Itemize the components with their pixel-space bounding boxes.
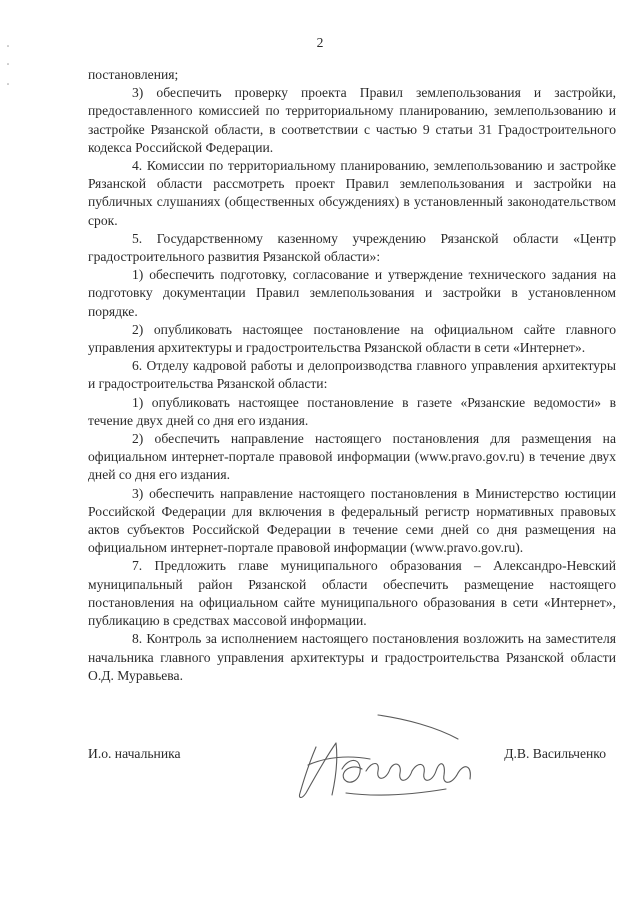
paragraph-7-2: 2) обеспечить направление настоящего постановления для размещения на официальном интернет-портале правовой информации (www.pravo.gov.ru) в течение двух дней со дня его издания. bbox=[88, 431, 616, 483]
handwritten-signature bbox=[286, 713, 476, 805]
page-number: 2 bbox=[316, 35, 324, 50]
paragraph-7: 6. Отделу кадровой работы и делопроизводства главного управления архитектуры и градостроительства Рязанской области: bbox=[88, 358, 616, 392]
paragraph-6: 5. Государственному казенному учреждению Рязанской области «Центр градостроительного развития Рязанской области»: bbox=[88, 230, 616, 265]
paragraph-5: 4. Комиссии по территориальному планированию, землепользованию и застройке Рязанской области рассмотреть проект Правил землепользования и застройки на публичных слушаниях (общественных обсуждениях) в установленный законодательством срок. bbox=[88, 158, 616, 228]
continuation-text: постановления; bbox=[88, 67, 179, 82]
paragraph-9: 8. Контроль за исполнением настоящего постановления возложить на заместителя начальника главного управления архитектуры и градостроительства Рязанской области О.Д. Муравьева. bbox=[88, 631, 616, 683]
document-body bbox=[88, 66, 616, 685]
signatory-role: И.о. начальника bbox=[88, 746, 181, 761]
paragraph-6-1: 1) обеспечить подготовку, согласование и утверждение технического задания на подготовку документации Правил землепользования и застройки в установленном порядке. bbox=[88, 267, 616, 319]
paragraph-7-1: 1) опубликовать настоящее постановление в газете «Рязанские ведомости» в течение двух дней со дня его издания. bbox=[88, 394, 616, 428]
signature-block bbox=[88, 735, 616, 805]
paragraph-8: 7. Предложить главе муниципального образования – Александро-Невский муниципальный район Рязанской области обеспечить размещение настоящего постановления на официальном сайте муниципального образования в сети «Интернет», публикацию в средствах массовой информации. bbox=[88, 558, 616, 629]
paragraph-4-3: 3) обеспечить проверку проекта Правил землепользования и застройки, предоставленного комиссией по территориальному планированию, землепользованию и застройке Рязанской области, в соответствии с частью 9 статьи 31 Градостроительного кодекса Российской Федерации. bbox=[88, 85, 616, 155]
paragraph-7-3: 3) обеспечить направление настоящего постановления в Министерство юстиции Российской Федерации для включения в федеральный регистр нормативных правовых актов субъектов Российской Федерации в течение семи дней со дня размещения на официальном интернет-портале правовой информации (www.pravo.gov.ru). bbox=[88, 485, 616, 556]
signatory-name: Д.В. Васильченко bbox=[504, 746, 606, 761]
paragraph-6-2: 2) опубликовать настоящее постановление на официальном сайте главного управления архитектуры и градостроительства Рязанской области в сети «Интернет». bbox=[88, 321, 616, 356]
